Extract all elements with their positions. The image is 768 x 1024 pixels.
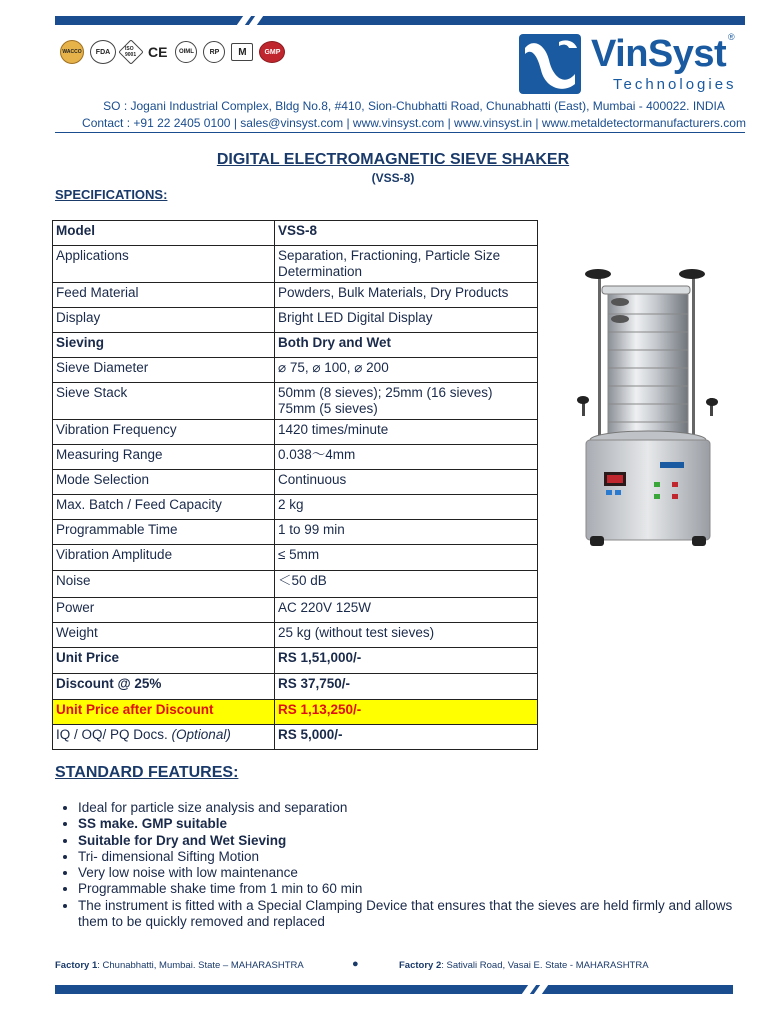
spec-label: Vibration Frequency [53,420,275,445]
spec-label: Sieve Diameter [53,358,275,383]
list-item: • Ideal for particle size analysis and separation [78,800,758,816]
spec-value: AC 220V 125W [275,598,538,623]
factory2-text: : Sativali Road, Vasai E. State - MAHARASHTRA [441,960,649,971]
spec-label: Sieve Stack [53,383,275,420]
spec-value: 25 kg (without test sieves) [275,623,538,648]
spec-label: Measuring Range [53,445,275,470]
certification-badges [60,38,285,66]
footer-bar [55,985,733,994]
spec-label: Applications [53,246,275,283]
spec-label: Unit Price after Discount [53,700,275,725]
gmp-badge: GMP [259,41,285,63]
table-row [53,283,538,308]
spec-value: 1 to 99 min [275,520,538,545]
factory1-label: Factory 1 [55,960,98,971]
table-row [53,246,538,283]
office-address: SO : Jogani Industrial Complex, Bldg No.8, #410, Sion-Chubhatti Road, Chunabhatti (East), Mumbai - 400022. INDIA [103,99,725,113]
specifications-heading: SPECIFICATIONS: [55,187,168,202]
list-item: • Programmable shake time from 1 min to 60 min [78,881,758,897]
rp-badge: RP [203,41,225,63]
highlighted-row [53,700,538,725]
document-title: DIGITAL ELECTROMAGNETIC SIEVE SHAKER [216,151,570,168]
factory1 [55,960,304,971]
factory2 [399,960,649,971]
fda-badge: FDA [90,40,116,64]
spec-value: 2 kg [275,495,538,520]
spec-value: VSS-8 [275,221,538,246]
header-bar [55,16,745,25]
table-row [53,420,538,445]
features-list [55,800,758,930]
optional-label: (Optional) [171,727,231,742]
spec-label: Mode Selection [53,470,275,495]
specifications-table [52,220,538,750]
spec-value: RS 1,51,000/- [275,648,538,674]
m-badge: M [231,43,253,61]
iso-label: ISO 9001 [125,46,137,58]
table-row [53,545,538,571]
spec-label: Feed Material [53,283,275,308]
spec-value: 0.038～4mm [275,445,538,470]
logo-name: VinSyst [591,33,727,75]
table-row [53,495,538,520]
iq-label: IQ / OQ/ PQ Docs. [56,727,168,742]
spec-value: ⌀ 75, ⌀ 100, ⌀ 200 [275,358,538,383]
company-logo [519,32,739,102]
spec-label: Sieving [53,333,275,358]
spec-label: Display [53,308,275,333]
table-row [53,674,538,700]
table-row [53,333,538,358]
iso-badge [118,39,143,64]
spec-label: Unit Price [53,648,275,674]
model-subtitle: (VSS-8) [371,171,415,185]
spec-label: Programmable Time [53,520,275,545]
spec-value [275,383,538,420]
logo-subtitle: Technologies [613,76,737,93]
spec-value: ＜50 dB [275,571,538,598]
spec-value: Continuous [275,470,538,495]
list-item: • Tri- dimensional Sifting Motion [78,849,758,865]
spec-label: Discount @ 25% [53,674,275,700]
table-row [53,308,538,333]
sieve-stack-line1: 50mm (8 sieves); 25mm (16 sieves) [278,385,493,400]
spec-value: Powders, Bulk Materials, Dry Products [275,283,538,308]
table-row [53,623,538,648]
features-heading: STANDARD FEATURES: [55,764,239,781]
list-item: • Suitable for Dry and Wet Sieving [78,833,758,849]
spec-value: RS 37,750/- [275,674,538,700]
oiml-badge: OIML [175,41,197,63]
spec-value: Bright LED Digital Display [275,308,538,333]
list-item: • Very low noise with low maintenance [78,865,758,881]
contact-line: Contact : +91 22 2405 0100 | sales@vinsyst.com | www.vinsyst.com | www.vinsyst.in | www.metaldetectormanufacturers.com [82,116,746,130]
table-row [53,358,538,383]
table-row [53,598,538,623]
factory1-text: : Chunabhatti, Mumbai. State – MAHARASHTRA [97,960,304,971]
factory2-label: Factory 2 [399,960,442,971]
logo-mark-icon [519,34,581,94]
ce-badge: CE [148,44,168,60]
spec-label: Vibration Amplitude [53,545,275,571]
table-row [53,648,538,674]
logo-registered: ® [728,32,735,42]
spec-label: Max. Batch / Feed Capacity [53,495,275,520]
list-item: • SS make. GMP suitable [78,816,758,832]
spec-label: Model [53,221,275,246]
spec-value: ≤ 5mm [275,545,538,571]
table-row [53,221,538,246]
spec-value: 1420 times/minute [275,420,538,445]
sieve-shaker-image [568,264,728,554]
table-row [53,383,538,420]
spec-value: RS 5,000/- [275,725,538,750]
table-row [53,445,538,470]
table-row [53,725,538,750]
spec-value: RS 1,13,250/- [275,700,538,725]
table-row [53,520,538,545]
wacco-badge: WACCO [60,40,84,64]
spec-value: Separation, Fractioning, Particle Size Determination [275,246,538,283]
table-row [53,470,538,495]
footer-separator: ● [352,958,359,970]
table-row [53,571,538,598]
list-item: • The instrument is fitted with a Special Clamping Device that ensures that the sieves are held firmly and allows them to be quickly removed and replaced [78,898,758,931]
spec-label: Weight [53,623,275,648]
spec-label: Noise [53,571,275,598]
spec-label [53,725,275,750]
header-divider [55,132,745,133]
spec-label: Power [53,598,275,623]
sieve-stack-line2: 75mm (5 sieves) [278,401,378,416]
spec-value: Both Dry and Wet [275,333,538,358]
